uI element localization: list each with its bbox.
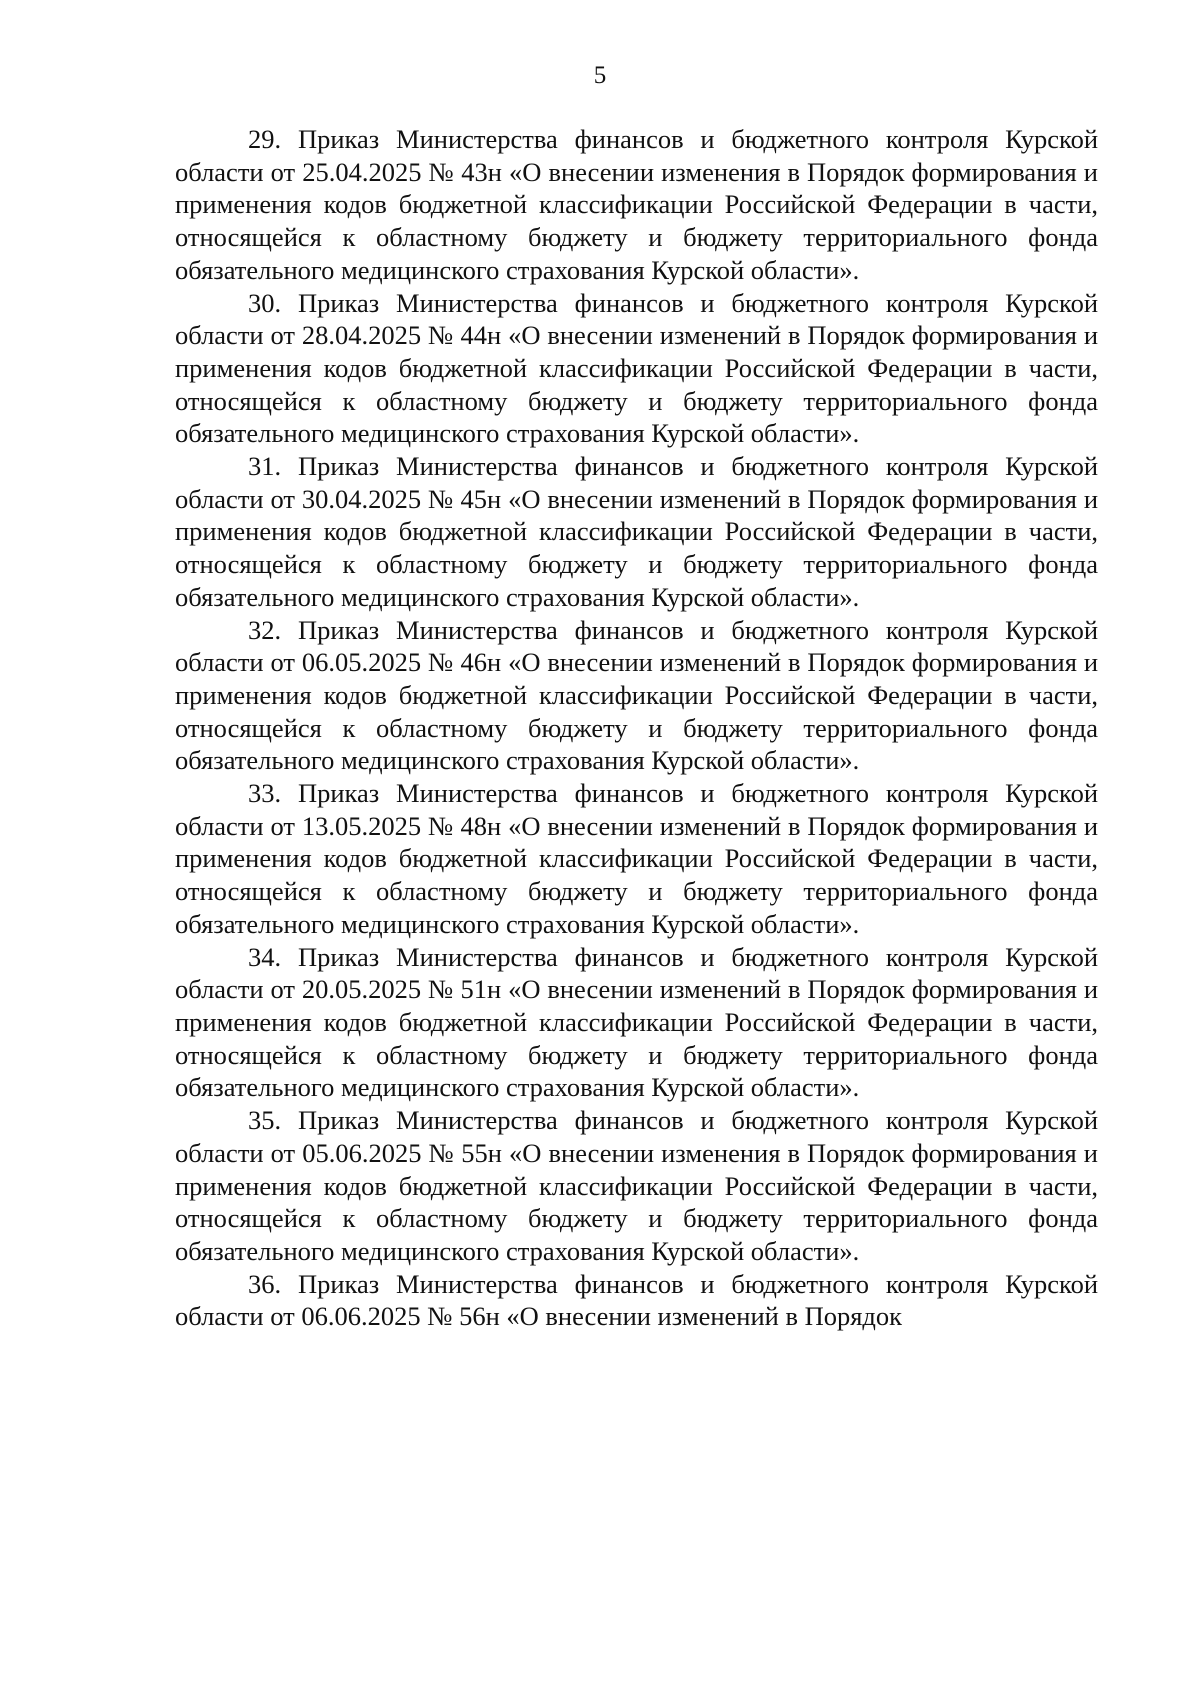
item-number: 35.	[248, 1105, 282, 1136]
item-text: Приказ Министерства финансов и бюджетного контроля Курской области от 06.05.2025 № 46н «О внесении изменений в Порядок формирования и применения кодов бюджетной классификации Российской Федерации в части, относящейся к областному бюджету и бюджету территориального фонда обязательного медицинского страхования Курской области».	[175, 614, 1098, 776]
page-number: 5	[593, 62, 607, 89]
list-item	[175, 123, 1098, 287]
item-text: Приказ Министерства финансов и бюджетного контроля Курской области от 28.04.2025 № 44н «О внесении изменений в Порядок формирования и применения кодов бюджетной классификации Российской Федерации в части, относящейся к областному бюджету и бюджету территориального фонда обязательного медицинского страхования Курской области».	[175, 287, 1098, 449]
list-item	[175, 450, 1098, 614]
item-number: 29.	[248, 124, 282, 154]
item-text: Приказ Министерства финансов и бюджетного контроля Курской области от 25.04.2025 № 43н «О внесении изменения в Порядок формирования и применения кодов бюджетной классификации Российской Федерации в части, относящейся к областному бюджету и бюджету территориального фонда обязательного медицинского страхования Курской области».	[175, 124, 1098, 285]
item-text: Приказ Министерства финансов и бюджетного контроля Курской области от 05.06.2025 № 55н «О внесении изменения в Порядок формирования и применения кодов бюджетной классификации Российской Федерации в части, относящейся к областному бюджету и бюджету территориального фонда обязательного медицинского страхования Курской области».	[175, 1105, 1098, 1266]
item-number: 33.	[248, 778, 282, 809]
list-item	[175, 777, 1098, 941]
item-number: 34.	[248, 941, 282, 972]
item-number: 36.	[248, 1268, 282, 1299]
item-text: Приказ Министерства финансов и бюджетного контроля Курской области от 13.05.2025 № 48н «О внесении изменений в Порядок формирования и применения кодов бюджетной классификации Российской Федерации в части, относящейся к областному бюджету и бюджету территориального фонда обязательного медицинского страхования Курской области».	[175, 778, 1098, 939]
list-item	[175, 941, 1098, 1105]
item-text: Приказ Министерства финансов и бюджетного контроля Курской области от 06.06.2025 № 56н «О внесении изменений в Порядок	[175, 1268, 1098, 1332]
item-number: 31.	[248, 451, 282, 482]
list-item	[175, 287, 1098, 451]
item-number: 30.	[248, 287, 282, 318]
item-text: Приказ Министерства финансов и бюджетного контроля Курской области от 20.05.2025 № 51н «О внесении изменений в Порядок формирования и применения кодов бюджетной классификации Российской Федерации в части, относящейся к областному бюджету и бюджету территориального фонда обязательного медицинского страхования Курской области».	[175, 941, 1098, 1103]
list-item	[175, 1268, 1098, 1333]
list-item	[175, 614, 1098, 778]
item-number: 32.	[248, 614, 282, 645]
item-text: Приказ Министерства финансов и бюджетного контроля Курской области от 30.04.2025 № 45н «О внесении изменений в Порядок формирования и применения кодов бюджетной классификации Российской Федерации в части, относящейся к областному бюджету и бюджету территориального фонда обязательного медицинского страхования Курской области».	[175, 451, 1098, 612]
document-body	[175, 123, 1098, 1333]
list-item	[175, 1104, 1098, 1268]
